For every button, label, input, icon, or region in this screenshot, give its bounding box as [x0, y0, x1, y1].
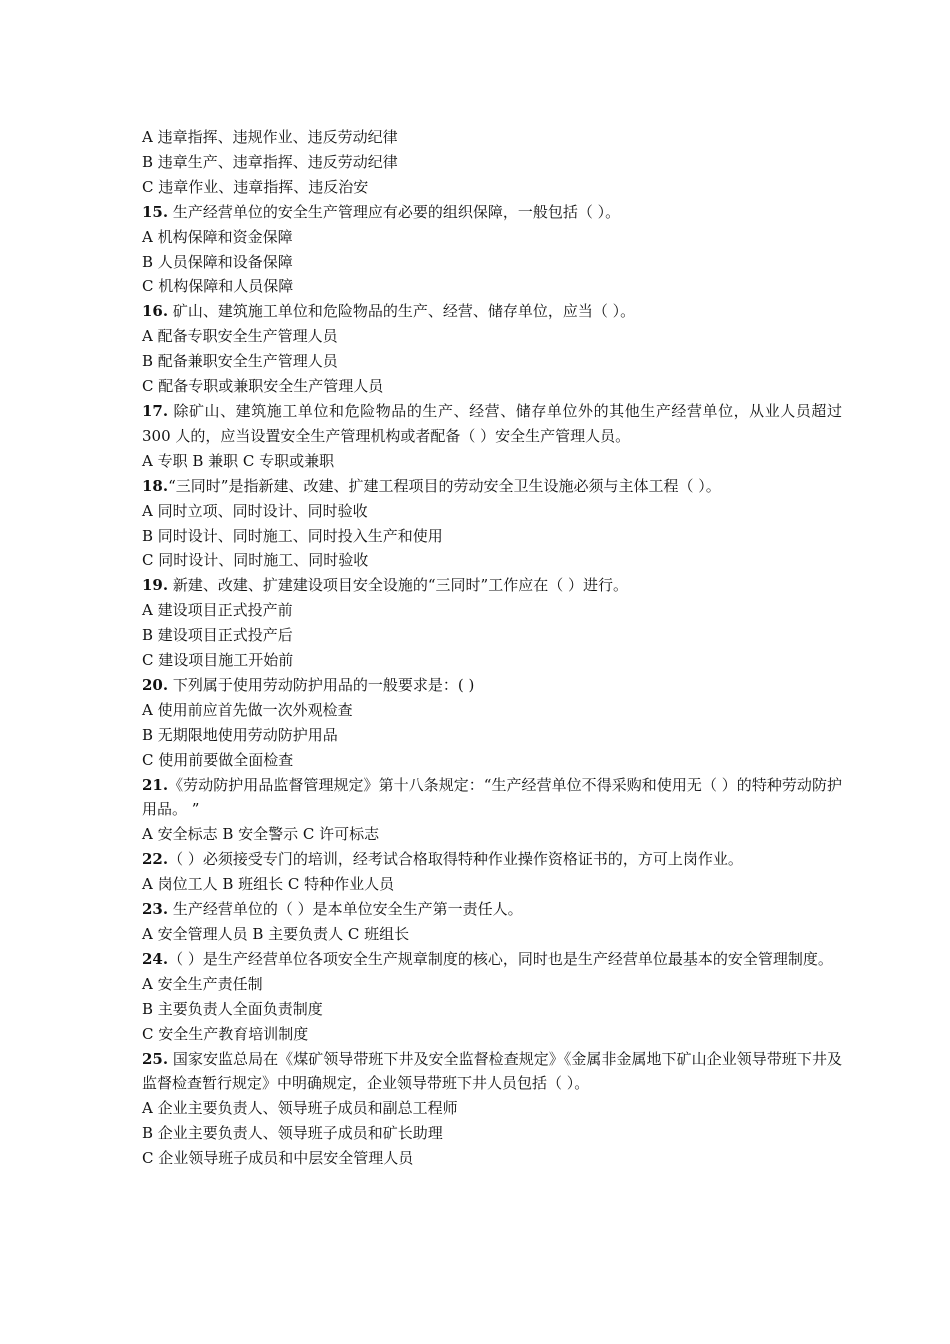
line-text: 下列属于使用劳动防护用品的一般要求是：( ) [168, 675, 475, 694]
option-line [110, 598, 842, 623]
line-text: A 企业主要负责人、领导班子成员和副总工程师 [142, 1099, 458, 1118]
question-number: 16. [142, 302, 169, 321]
line-text: 生产经营单位的（ ）是本单位安全生产第一责任人。 [168, 900, 523, 919]
line-text: C 企业领导班子成员和中层安全管理人员 [142, 1149, 414, 1168]
question-number: 18. [142, 476, 169, 495]
option-line [110, 972, 842, 997]
line-text: 《劳动防护用品监督管理规定》第十八条规定：“生产经营单位不得采购和使用无（ ）的特种劳动防护用品。 ” [142, 775, 842, 819]
option-line [110, 548, 842, 573]
line-text: （ ）是生产经营单位各项安全生产规章制度的核心，同时也是生产经营单位最基本的安全管理制度。 [168, 949, 833, 968]
line-text: B 同时设计、同时施工、同时投入生产和使用 [142, 526, 443, 545]
option-line [110, 1022, 842, 1047]
line-text: 新建、改建、扩建建设项目安全设施的“三同时”工作应在（ ）进行。 [168, 576, 628, 595]
line-text: A 同时立项、同时设计、同时验收 [142, 501, 368, 520]
option-line [110, 499, 842, 524]
question-line [110, 573, 842, 598]
question-number: 25. [142, 1049, 169, 1068]
option-line [110, 1096, 842, 1121]
question-line [110, 897, 842, 922]
line-text: “三同时”是指新建、改建、扩建工程项目的劳动安全卫生设施必须与主体工程（ ）。 [168, 476, 721, 495]
option-line [110, 524, 842, 549]
option-line [110, 225, 842, 250]
option-line [110, 623, 842, 648]
question-line [110, 773, 842, 823]
option-line [110, 150, 842, 175]
option-line [110, 997, 842, 1022]
line-text: B 违章生产、违章指挥、违反劳动纪律 [142, 152, 398, 171]
line-text: A 配备专职安全生产管理人员 [142, 327, 338, 346]
line-text: 生产经营单位的安全生产管理应有必要的组织保障，一般包括（ ）。 [168, 202, 621, 221]
question-number: 17. [142, 401, 169, 420]
option-line [110, 648, 842, 673]
line-text: C 违章作业、违章指挥、违反治安 [142, 177, 369, 196]
line-text: 矿山、建筑施工单位和危险物品的生产、经营、储存单位，应当（ ）。 [168, 302, 636, 321]
option-line [110, 748, 842, 773]
line-text: A 安全生产责任制 [142, 974, 263, 993]
line-text: C 使用前要做全面检查 [142, 750, 294, 769]
option-line [110, 449, 842, 474]
line-text: B 建设项目正式投产后 [142, 626, 293, 645]
question-number: 23. [142, 900, 169, 919]
line-text: A 使用前应首先做一次外观检查 [142, 700, 353, 719]
question-line [110, 399, 842, 449]
line-text: 除矿山、建筑施工单位和危险物品的生产、经营、储存单位外的其他生产经营单位，从业人员超过 300 人的，应当设置安全生产管理机构或者配备（ ）安全生产管理人员。 [142, 401, 842, 445]
question-number: 21. [142, 775, 169, 794]
option-line [110, 723, 842, 748]
option-line [110, 324, 842, 349]
line-text: C 机构保障和人员保障 [142, 277, 294, 296]
question-line [110, 200, 842, 225]
question-number: 19. [142, 576, 169, 595]
option-line [110, 250, 842, 275]
line-text: A 安全标志 B 安全警示 C 许可标志 [142, 825, 380, 844]
line-text: B 无期限地使用劳动防护用品 [142, 725, 338, 744]
option-line [110, 274, 842, 299]
line-text: A 安全管理人员 B 主要负责人 C 班组长 [142, 925, 410, 943]
question-number: 22. [142, 850, 169, 869]
question-number: 24. [142, 949, 169, 968]
question-line [110, 299, 842, 324]
line-text: B 人员保障和设备保障 [142, 252, 293, 271]
option-line [110, 872, 842, 897]
line-text: 国家安监总局在《煤矿领导带班下井及安全监督检查规定》《金属非金属地下矿山企业领导带班下井及监督检查暂行规定》中明确规定，企业领导带班下井人员包括（ ）。 [142, 1049, 842, 1093]
question-number: 20. [142, 675, 169, 694]
option-line [110, 175, 842, 200]
document-body [110, 125, 842, 1171]
line-text: A 机构保障和资金保障 [142, 227, 293, 246]
line-text: A 岗位工人 B 班组长 C 特种作业人员 [142, 875, 395, 894]
line-text: B 企业主要负责人、领导班子成员和矿长助理 [142, 1124, 443, 1143]
line-text: B 配备兼职安全生产管理人员 [142, 352, 338, 371]
option-line [110, 125, 842, 150]
line-text: A 违章指挥、违规作业、违反劳动纪律 [142, 128, 398, 146]
line-text: C 配备专职或兼职安全生产管理人员 [142, 377, 384, 396]
question-line [110, 1047, 842, 1097]
question-line [110, 847, 842, 872]
option-line [110, 1121, 842, 1146]
line-text: （ ）必须接受专门的培训，经考试合格取得特种作业操作资格证书的，方可上岗作业。 [168, 850, 743, 869]
option-line [110, 698, 842, 723]
line-text: A 建设项目正式投产前 [142, 601, 293, 620]
option-line [110, 374, 842, 399]
question-number: 15. [142, 202, 169, 221]
line-text: C 同时设计、同时施工、同时验收 [142, 551, 369, 570]
line-text: B 主要负责人全面负责制度 [142, 999, 323, 1018]
line-text: C 建设项目施工开始前 [142, 651, 294, 670]
option-line [110, 349, 842, 374]
question-line [110, 673, 842, 698]
question-line [110, 474, 842, 499]
line-text: A 专职 B 兼职 C 专职或兼职 [142, 451, 335, 470]
option-line [110, 1146, 842, 1171]
line-text: C 安全生产教育培训制度 [142, 1024, 309, 1043]
option-line [110, 822, 842, 847]
question-line [110, 947, 842, 972]
option-line [110, 922, 842, 947]
